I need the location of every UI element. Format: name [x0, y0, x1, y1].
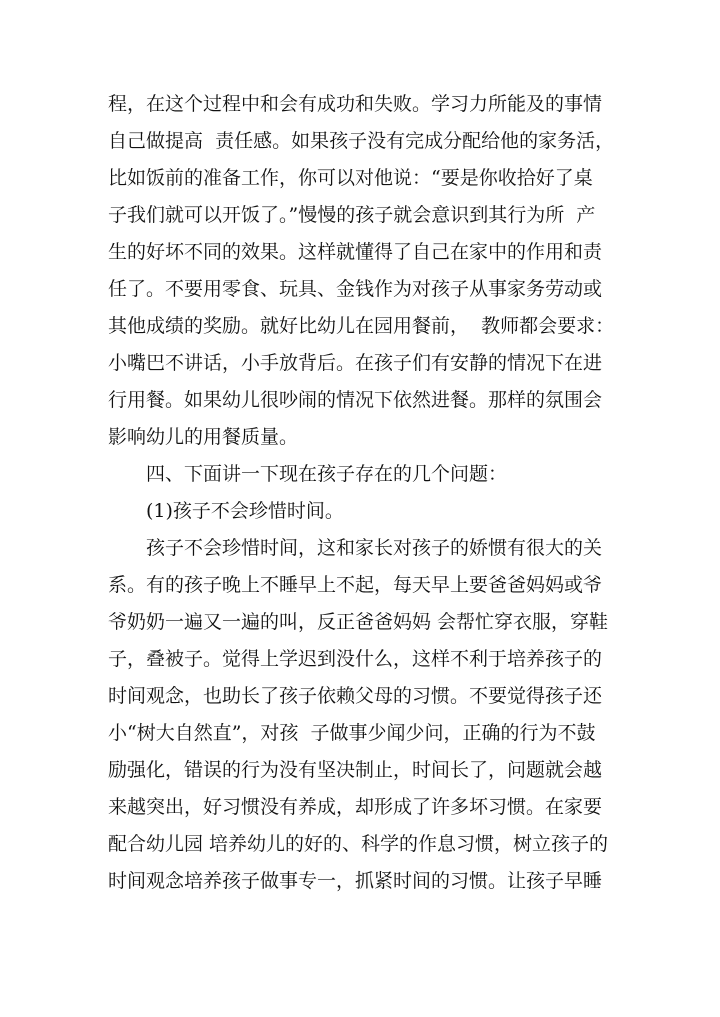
text-line: 程，在这个过程中和会有成功和失败。学习力所能及的事情 [108, 93, 603, 115]
text-line: 系。有的孩子晚上不睡早上不起，每天早上要爸爸妈妈或爷 [108, 574, 603, 596]
text-line: 来越突出，好习惯没有养成，却形成了许多坏习惯。在家要 [108, 796, 603, 818]
text-line: 行用餐。如果幼儿很吵闹的情况下依然进餐。那样的氛围会 [108, 389, 603, 411]
text-line: 自己做提高 责任感。如果孩子没有完成分配给他的家务活， [108, 130, 615, 152]
text-line: 爷奶奶一遍又一遍的叫，反正爸爸妈妈 会帮忙穿衣服，穿鞋 [108, 611, 609, 633]
text-line: 生的好坏不同的效果。这样就懂得了自己在家中的作用和责 [108, 241, 603, 263]
subsection-heading: (1)孩子不会珍惜时间。 [146, 500, 344, 522]
text-line: 子，叠被子。觉得上学迟到没什么，这样不利于培养孩子的 [108, 648, 603, 670]
text-line: 配合幼儿园 培养幼儿的好的、科学的作息习惯，树立孩子的 [108, 833, 609, 855]
text-line: 任了。不要用零食、玩具、金钱作为对孩子从事家务劳动或 [108, 278, 603, 300]
text-line: 小嘴巴不讲话，小手放背后。在孩子们有安静的情况下在进 [108, 352, 603, 374]
text-line: 子我们就可以开饭了。”慢慢的孩子就会意识到其行为所 产 [108, 204, 596, 226]
text-line: 其他成绩的奖励。就好比幼儿在园用餐前， 教师都会要求： [108, 315, 615, 337]
text-line: 影响幼儿的用餐质量。 [108, 426, 299, 448]
text-line: 比如饭前的准备工作，你可以对他说：“要是你收拾好了桌 [108, 167, 593, 189]
text-line: 小“树大自然直”，对孩 子做事少闻少问，正确的行为不鼓 [108, 722, 596, 744]
paragraph-start: 孩子不会珍惜时间，这和家长对孩子的娇惯有很大的关 [146, 537, 603, 559]
text-line: 时间观念，也助长了孩子依赖父母的习惯。不要觉得孩子还 [108, 685, 603, 707]
text-line: 时间观念培养孩子做事专一，抓紧时间的习惯。让孩子早睡 [108, 870, 603, 892]
section-heading: 四、下面讲一下现在孩子存在的几个问题： [146, 463, 508, 485]
body-text [108, 86, 615, 900]
text-line: 励强化，错误的行为没有坚决制止，时间长了，问题就会越 [108, 759, 603, 781]
